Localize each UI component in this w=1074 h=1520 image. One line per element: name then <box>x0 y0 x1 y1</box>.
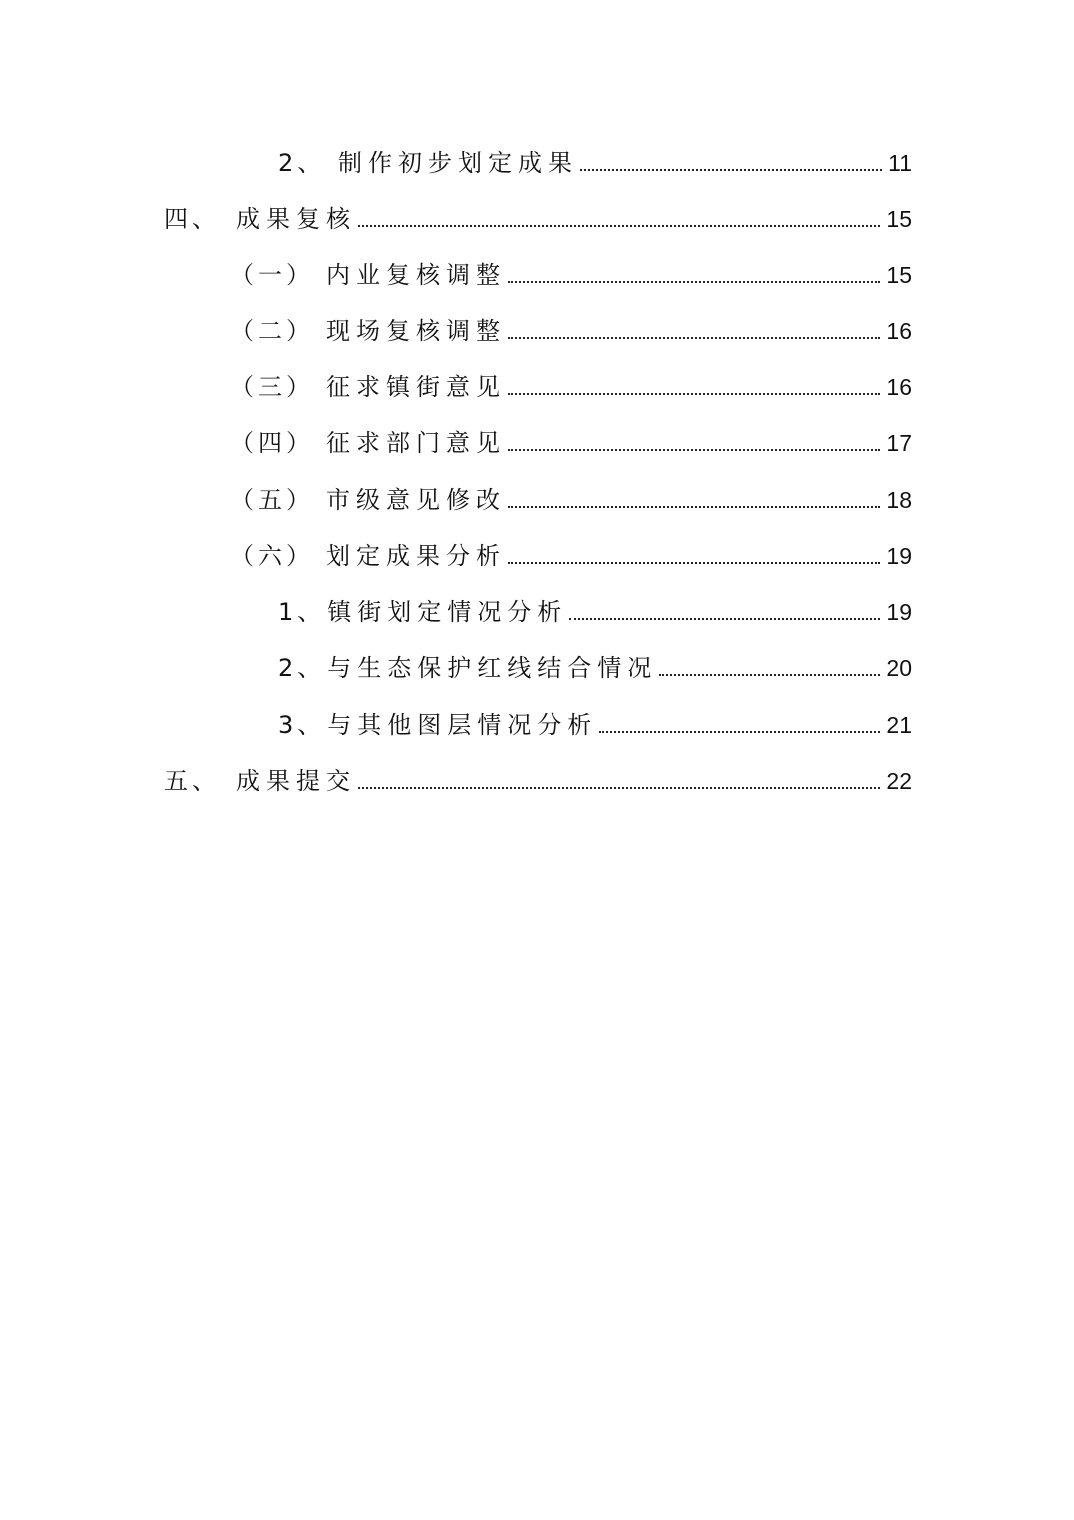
toc-entry-number: 1、 <box>278 598 326 626</box>
toc-entry-page: 18 <box>886 487 912 513</box>
toc-entry-title: 与生态保护红线结合情况 <box>327 654 658 682</box>
toc-entry-number: 四、 <box>164 205 220 233</box>
toc-entry-page: 17 <box>886 430 912 456</box>
toc-entry[interactable] <box>230 250 912 290</box>
toc-entry-title: 成果复核 <box>236 205 356 233</box>
toc-entry-title: 划定成果分析 <box>326 542 506 570</box>
toc-entry-title: 征求镇街意见 <box>326 373 506 401</box>
toc-entry-number: （二） <box>230 317 314 345</box>
toc-entry-title: 与其他图层情况分析 <box>327 711 598 739</box>
toc-entry-title: 内业复核调整 <box>326 261 506 289</box>
toc-leader-dots <box>508 337 880 339</box>
toc-leader-dots <box>508 506 880 508</box>
toc-entry[interactable] <box>230 531 912 571</box>
toc-leader-dots <box>508 449 880 451</box>
toc-entry-number: 五、 <box>164 767 220 795</box>
toc-entry-number: （三） <box>230 373 314 401</box>
toc-entry-title: 制作初步划定成果 <box>338 149 578 177</box>
toc-leader-dots <box>569 618 880 620</box>
toc-entry[interactable] <box>230 418 912 458</box>
toc-entry[interactable] <box>230 306 912 346</box>
toc-entry-number: 2、 <box>278 654 326 682</box>
toc-entry-page: 15 <box>886 206 912 232</box>
toc-entry[interactable] <box>278 643 912 683</box>
toc-leader-dots <box>659 674 880 676</box>
toc-entry-page: 21 <box>886 712 912 738</box>
toc-entry-title: 成果提交 <box>236 767 356 795</box>
toc-entry[interactable] <box>278 587 912 627</box>
toc-entry-number: 2、 <box>278 149 326 177</box>
toc-entry-number: 3、 <box>278 711 326 739</box>
toc-entry-number: （五） <box>230 486 314 514</box>
toc-leader-dots <box>508 393 880 395</box>
toc-entry-title: 征求部门意见 <box>326 429 506 457</box>
toc-entry-page: 20 <box>886 655 912 681</box>
toc-leader-dots <box>508 281 880 283</box>
toc-leader-dots <box>358 787 880 789</box>
toc-entry[interactable] <box>230 362 912 402</box>
toc-entry[interactable] <box>278 700 912 740</box>
toc-entry-number: （四） <box>230 429 314 457</box>
toc-entry-page: 16 <box>886 374 912 400</box>
toc-entry-page: 19 <box>886 543 912 569</box>
toc-entry-number: （六） <box>230 542 314 570</box>
toc-entry[interactable] <box>164 756 912 796</box>
toc-entry-page: 22 <box>886 768 912 794</box>
toc-entry[interactable] <box>278 138 912 178</box>
toc-entry-number: （一） <box>230 261 314 289</box>
toc-leader-dots <box>358 225 880 227</box>
toc-entry-title: 镇街划定情况分析 <box>327 598 568 626</box>
toc-entry-title: 现场复核调整 <box>326 317 506 345</box>
toc-entry-page: 19 <box>886 599 912 625</box>
toc-leader-dots <box>508 562 880 564</box>
toc-entry[interactable] <box>164 194 912 234</box>
toc-leader-dots <box>599 731 880 733</box>
toc-entry-page: 16 <box>886 318 912 344</box>
toc-entry-title: 市级意见修改 <box>326 486 506 514</box>
toc-entry-page: 11 <box>888 150 912 176</box>
toc-leader-dots <box>580 169 882 171</box>
toc-entry-page: 15 <box>886 262 912 288</box>
toc-entry[interactable] <box>230 475 912 515</box>
